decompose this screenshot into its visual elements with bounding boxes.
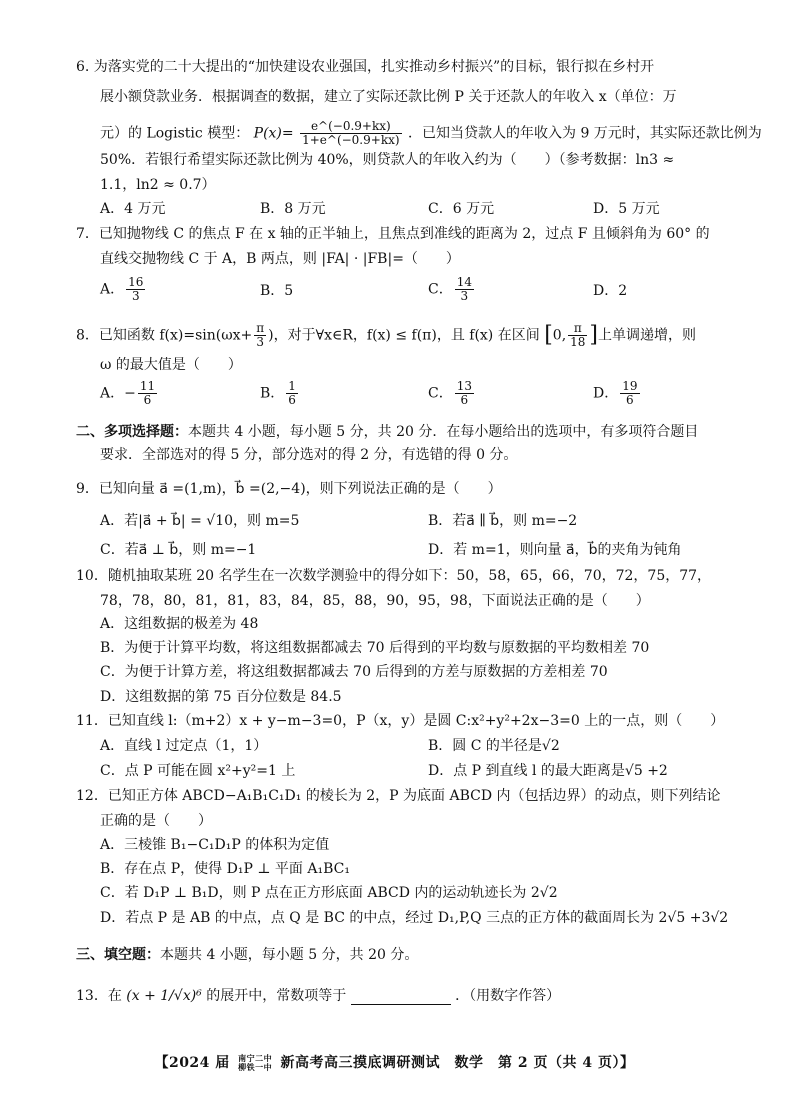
q9-line1: 9．已知向量 a⃗ =(1,m)，b⃗ =(2,−4)，则下列说法正确的是（ ） [76, 481, 502, 497]
q12-line1: 12．已知正方体 ABCD−A₁B₁C₁D₁ 的棱长为 2，P 为底面 ABCD 内（包括边界）的动点，则下列结论 [76, 788, 721, 804]
q8-interval-zero: 0, [552, 327, 567, 344]
q8-option-c-label: C． [428, 385, 453, 402]
q8-option-a-label: A．− [100, 385, 136, 402]
page-footer [0, 1052, 789, 1072]
q11-option-d: D．点 P 到直线 l 的最大距离是√5 +2 [428, 763, 668, 779]
section3-header [76, 946, 418, 964]
q6-line3-pre: 元）的 Logistic 模型： [100, 125, 250, 142]
q6-line4: 50%．若银行希望实际还款比例为 40%，则贷款人的年收入约为（ ）（参考数据：ln3 ≈ [100, 152, 675, 168]
q8-option-a [100, 380, 159, 407]
q13-pre: 13．在 [76, 988, 122, 1004]
section2-text1: 本题共 4 小题，每小题 5 分，共 20 分．在每小题给出的选项中，有多项符合题目 [188, 424, 699, 440]
q8-option-c [428, 380, 476, 407]
section2-title: 二、多项选择题： [76, 424, 188, 440]
q8-option-b-num: 1 [288, 379, 296, 393]
q8-option-d-den: 6 [626, 393, 634, 407]
q7-option-a [100, 276, 147, 303]
q8-interval-den: 18 [570, 335, 586, 349]
q6-option-c: C．6 万元 [428, 201, 495, 217]
q13-post: 的展开中，常数项等于 [206, 988, 347, 1004]
q12-option-a: A．三棱锥 B₁−C₁D₁P 的体积为定值 [100, 837, 330, 853]
q10-line2: 78，78，80，81，81，83，84，85，88，90，95，98，下面说法正确的是（ ） [100, 593, 650, 609]
q7-option-c-num: 14 [456, 275, 472, 289]
q11-option-a: A．直线 l 过定点（1，1） [100, 738, 268, 754]
q8-option-c-num: 13 [456, 379, 472, 393]
q13-line [76, 987, 560, 1005]
q10-option-a: A．这组数据的极差为 48 [100, 616, 259, 632]
q7-option-c-label: C． [428, 281, 453, 298]
q7-option-a-frac [126, 276, 145, 303]
q8-option-d [593, 380, 642, 407]
section2-header [76, 423, 698, 441]
q11-option-b: B．圆 C 的半径是√2 [428, 738, 560, 754]
q8-line1-post: 上单调递增，则 [598, 327, 697, 344]
q7-option-c-frac [455, 276, 474, 303]
q7-option-b: B．5 [260, 283, 294, 299]
q8-interval-close: ] [589, 322, 599, 348]
q8-option-d-label: D． [593, 385, 619, 402]
q8-option-b [260, 380, 300, 407]
q9-option-b: B．若a⃗ ∥ b⃗，则 m=−2 [428, 513, 578, 529]
q7-option-d: D．2 [593, 283, 628, 299]
q8-option-a-frac [138, 380, 157, 407]
q12-option-b: B．存在点 P，使得 D₁P ⊥ 平面 A₁BC₁ [100, 861, 350, 877]
q6-option-a: A．4 万元 [100, 201, 166, 217]
q8-option-a-num: 11 [139, 379, 156, 393]
q6-line5: 1.1，ln2 ≈ 0.7） [100, 177, 216, 193]
q7-line2: 直线交抛物线 C 于 A，B 两点，则 |FA| · |FB|=（ ） [100, 251, 460, 267]
q8-option-b-den: 6 [288, 393, 296, 407]
q8-option-b-frac [286, 380, 298, 407]
q6-line1: 6. 为落实党的二十大提出的“加快建设农业强国，扎实推动乡村振兴”的目标，银行拟在乡村开 [76, 59, 655, 75]
q6-line2: 展小额贷款业务．根据调查的数据，建立了实际还款比例 P 关于还款人的年收入 x（单位：万 [100, 89, 677, 105]
q8-line1-pre: 8．已知函数 f(x)=sin(ωx+ [76, 327, 253, 344]
q8-option-d-frac [620, 380, 639, 407]
q8-phase-num: π [256, 321, 265, 335]
footer-schools [238, 1054, 272, 1072]
q7-option-a-num: 16 [128, 275, 144, 289]
q8-option-c-frac [455, 380, 474, 407]
q6-line3-post: ．已知当贷款人的年收入为 9 万元时，其实际还款比例为 [408, 125, 762, 142]
q6-line3 [100, 120, 762, 147]
footer-school-bottom: 柳铁一中 [238, 1062, 273, 1072]
q9-option-d: D．若 m=1，则向量 a⃗，b⃗的夹角为钝角 [428, 542, 682, 558]
q7-option-c [428, 276, 476, 303]
footer-left: 【2024 届 [154, 1055, 230, 1071]
q10-option-c: C．为便于计算方差，将这组数据都减去 70 后得到的方差与原数据的方差相差 70 [100, 664, 608, 680]
q8-line2: ω 的最大值是（ ） [100, 357, 242, 373]
q10-option-b: B．为便于计算平均数，将这组数据都减去 70 后得到的平均数与原数据的平均数相差 70 [100, 640, 650, 656]
q11-option-c: C．点 P 可能在圆 x²+y²=1 上 [100, 763, 296, 779]
q10-line1: 10．随机抽取某班 20 名学生在一次数学测验中的得分如下：50，58，65，66，70，72，75，77， [76, 568, 712, 584]
q7-line1: 7．已知抛物线 C 的焦点 F 在 x 轴的正半轴上，且焦点到准线的距离为 2，过点 F 且倾斜角为 60° 的 [76, 226, 710, 242]
q12-option-d: D．若点 P 是 AB 的中点，点 Q 是 BC 的中点，经过 D₁,P,Q 三点的正方体的截面周长为 2√5 +3√2 [100, 910, 729, 926]
q6-option-b: B．8 万元 [260, 201, 326, 217]
q6-formula-num: e^(−0.9+kx) [300, 120, 401, 134]
section3-title: 三、填空题： [76, 947, 160, 963]
section2-text2: 要求．全部选对的得 5 分，部分选对的得 2 分，有选错的得 0 分。 [100, 447, 518, 463]
q6-option-d: D．5 万元 [593, 201, 660, 217]
q12-option-c: C．若 D₁P ⊥ B₁D，则 P 点在正方形底面 ABCD 内的运动轨迹长为 2√2 [100, 885, 558, 901]
q10-option-d: D．这组数据的第 75 百分位数是 84.5 [100, 689, 342, 705]
q8-line1-mid: )，对于∀x∈R，f(x) ≤ f(π)，且 f(x) 在区间 [268, 327, 540, 344]
q8-phase-frac [254, 322, 266, 349]
q8-interval-num: π [568, 322, 587, 336]
q6-formula [300, 120, 401, 147]
section3-text: 本题共 4 小题，每小题 5 分，共 20 分。 [160, 947, 419, 963]
q7-option-c-den: 3 [460, 289, 469, 303]
q13-tail: ．（用数字作答） [455, 988, 561, 1004]
q8-option-a-den: 6 [143, 393, 152, 407]
q8-interval-open: [ [544, 322, 553, 348]
q6-formula-den: 1+e^(−0.9+kx) [302, 133, 400, 147]
footer-school-top: 南宁二中 [238, 1053, 273, 1063]
q7-option-a-den: 3 [131, 289, 140, 303]
q13-answer-blank [351, 990, 451, 1005]
q8-option-d-num: 19 [622, 379, 638, 393]
q12-line2: 正确的是（ ） [100, 813, 212, 829]
q11-line1: 11．已知直线 l:（m+2）x + y−m−3=0，P（x，y）是圆 C:x²+y²+2x−3=0 上的一点，则（ ） [76, 713, 725, 729]
q6-formula-lhs: P(x)= [253, 125, 294, 142]
q8-line1 [76, 322, 696, 349]
q8-option-b-label: B． [260, 385, 285, 402]
q9-option-a: A．若|a⃗ + b⃗| = √10，则 m=5 [100, 513, 300, 529]
q8-option-c-den: 6 [460, 393, 469, 407]
q7-option-a-label: A． [100, 281, 125, 298]
q8-phase-den: 3 [256, 335, 265, 349]
footer-right: 新高考高三摸底调研测试 数学 第 2 页（共 4 页）】 [280, 1055, 635, 1071]
q8-interval-frac [568, 322, 587, 349]
q13-expression: (x + 1/√x)⁶ [126, 988, 202, 1004]
q9-option-c: C．若a⃗ ⊥ b⃗，则 m=−1 [100, 542, 257, 558]
